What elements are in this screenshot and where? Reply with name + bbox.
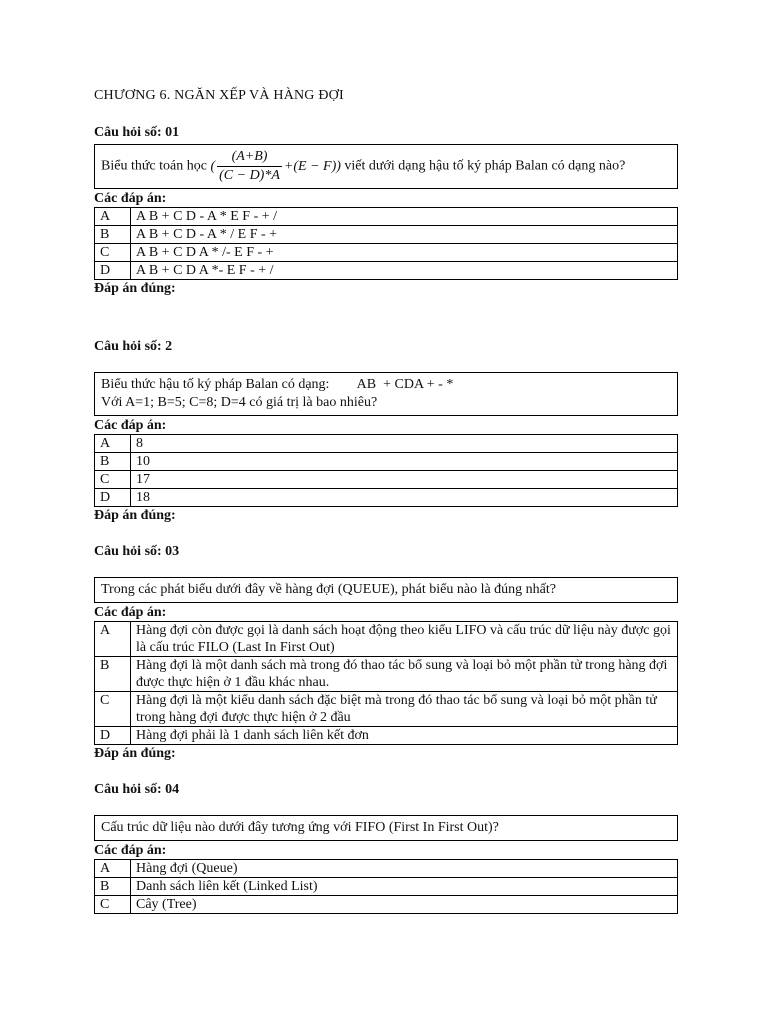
question-line-2: Với A=1; B=5; C=8; D=4 có giá trị là bao nhiêu?	[101, 395, 378, 410]
table-row	[95, 622, 678, 657]
table-row	[95, 208, 678, 226]
option-key: B	[95, 878, 131, 896]
option-text: Hàng đợi là một danh sách mà trong đó thao tác bổ sung và loại bỏ một phần tử trong hàng đợi được thực hiện ở 1 đầu khác nhau.	[131, 657, 678, 692]
option-text: Hàng đợi còn được gọi là danh sách hoạt động theo kiểu LIFO và cấu trúc dữ liệu này được gọi là cấu trúc FILO (Last In First Out)	[131, 622, 678, 657]
table-row	[95, 244, 678, 262]
formula-numerator: (A+B)	[217, 148, 282, 167]
option-key: C	[95, 896, 131, 914]
question-4	[94, 781, 678, 914]
answer-table	[94, 207, 678, 280]
formula-denominator: (C − D)*A	[219, 168, 280, 183]
question-line-1: Biểu thức hậu tố ký pháp Balan có dạng: AB + CDA + - *	[101, 377, 454, 392]
table-row	[95, 489, 678, 507]
option-text: Hàng đợi (Queue)	[131, 860, 678, 878]
answer-table	[94, 621, 678, 745]
table-row	[95, 896, 678, 914]
table-row	[95, 860, 678, 878]
correct-answer-label: Đáp án đúng:	[94, 281, 176, 296]
answer-table	[94, 434, 678, 507]
table-row	[95, 262, 678, 280]
option-text: Hàng đợi phải là 1 danh sách liên kết đơn	[131, 727, 678, 745]
question-text: Trong các phát biểu dưới đây về hàng đợi (QUEUE), phát biểu nào là đúng nhất?	[94, 577, 678, 603]
question-1	[94, 124, 678, 298]
answers-label: Các đáp án:	[94, 843, 167, 858]
answers-label: Các đáp án:	[94, 605, 167, 620]
option-key: A	[95, 435, 131, 453]
option-key: C	[95, 692, 131, 727]
option-text: A B + C D - A * E F - + /	[131, 208, 678, 226]
document-page	[94, 88, 678, 914]
table-row	[95, 878, 678, 896]
option-key: B	[95, 453, 131, 471]
table-row	[95, 657, 678, 692]
answer-table	[94, 859, 678, 914]
question-title: Câu hỏi số: 04	[94, 782, 180, 797]
option-key: A	[95, 208, 131, 226]
table-row	[95, 692, 678, 727]
question-text	[94, 372, 678, 416]
option-key: C	[95, 471, 131, 489]
table-row	[95, 727, 678, 745]
option-text: 17	[131, 471, 678, 489]
option-text: Cây (Tree)	[131, 896, 678, 914]
question-3	[94, 543, 678, 763]
math-formula	[210, 149, 344, 183]
question-title: Câu hỏi số: 01	[94, 125, 180, 140]
formula-fraction	[217, 148, 282, 185]
correct-answer-label: Đáp án đúng:	[94, 746, 176, 761]
option-text: Hàng đợi là một kiểu danh sách đặc biệt mà trong đó thao tác bổ sung và loại bỏ một phần tử trong hàng đợi được thực hiện ở 2 đầu	[131, 692, 678, 727]
option-text: 8	[131, 435, 678, 453]
option-key: C	[95, 244, 131, 262]
table-row	[95, 435, 678, 453]
question-title: Câu hỏi số: 2	[94, 339, 173, 354]
answers-label: Các đáp án:	[94, 418, 167, 433]
option-text: 10	[131, 453, 678, 471]
chapter-title: CHƯƠNG 6. NGĂN XẾP VÀ HÀNG ĐỢI	[94, 88, 344, 103]
option-key: D	[95, 262, 131, 280]
formula-open: (	[210, 158, 216, 174]
option-key: B	[95, 226, 131, 244]
option-key: A	[95, 860, 131, 878]
correct-answer-label: Đáp án đúng:	[94, 508, 176, 523]
option-key: B	[95, 657, 131, 692]
question-2	[94, 338, 678, 525]
formula-rest: +(E − F))	[283, 158, 341, 174]
option-text: A B + C D A * /- E F - +	[131, 244, 678, 262]
option-text: A B + C D A *- E F - + /	[131, 262, 678, 280]
option-key: A	[95, 622, 131, 657]
question-title: Câu hỏi số: 03	[94, 544, 180, 559]
question-text-after: viết dưới dạng hậu tố ký pháp Balan có dạng nào?	[344, 158, 626, 174]
option-text: A B + C D - A * / E F - +	[131, 226, 678, 244]
option-key: D	[95, 727, 131, 745]
table-row	[95, 471, 678, 489]
table-row	[95, 453, 678, 471]
option-key: D	[95, 489, 131, 507]
question-text-before: Biểu thức toán học	[101, 158, 207, 174]
table-row	[95, 226, 678, 244]
option-text: 18	[131, 489, 678, 507]
question-text	[94, 144, 678, 189]
answers-label: Các đáp án:	[94, 191, 167, 206]
option-text: Danh sách liên kết (Linked List)	[131, 878, 678, 896]
question-text: Cấu trúc dữ liệu nào dưới đây tương ứng với FIFO (First In First Out)?	[94, 815, 678, 841]
